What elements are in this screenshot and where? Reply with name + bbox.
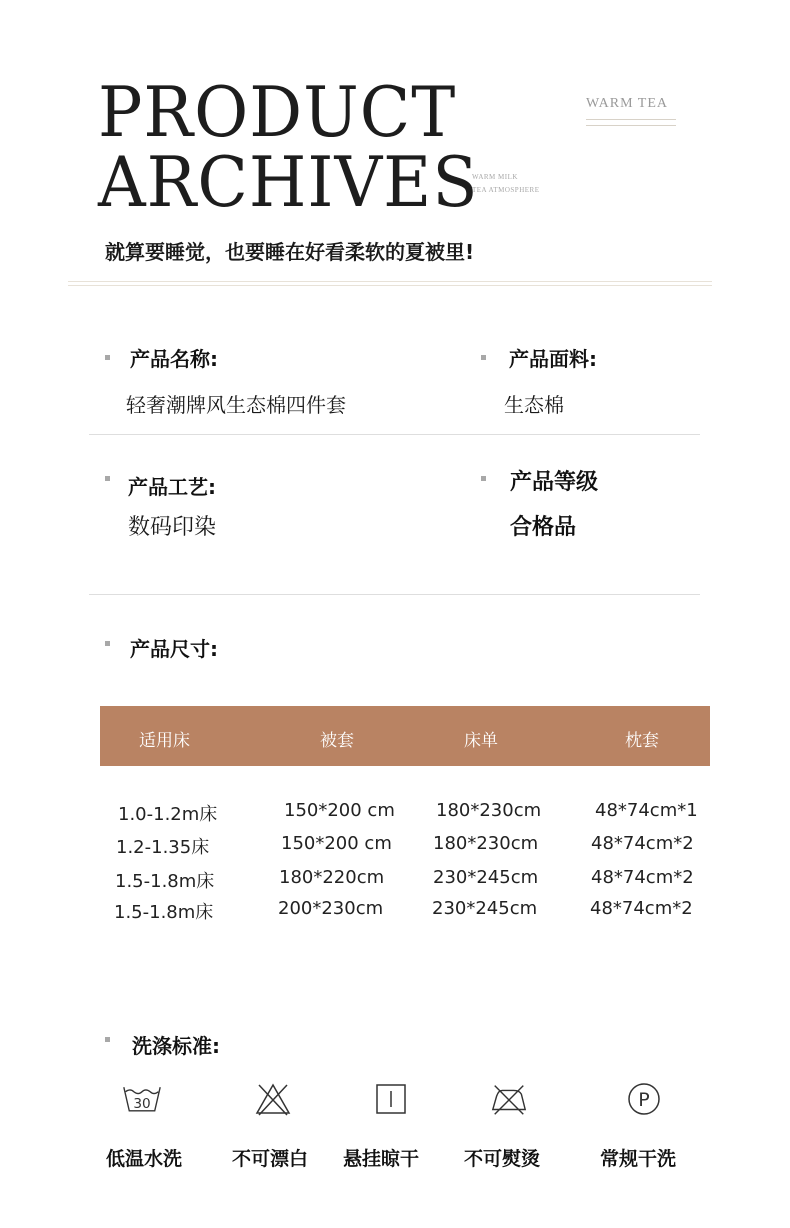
warm-tea-badge: WARM TEA	[586, 96, 669, 111]
bullet-icon	[105, 476, 110, 481]
care-item-label: 低温水洗	[106, 1148, 183, 1170]
care-item-label: 常规干洗	[600, 1148, 677, 1170]
care-label-heading: 洗涤标准:	[132, 1034, 220, 1058]
col-header-duvet: 被套	[320, 731, 354, 751]
care-item-label: 不可熨烫	[464, 1148, 541, 1170]
tagline: 就算要睡觉，也要睡在好看柔软的夏被里!	[105, 240, 475, 264]
product-name-label: 产品名称:	[130, 347, 218, 371]
bullet-icon	[105, 641, 110, 646]
table-cell: 230*245cm	[433, 867, 539, 888]
dry-clean-p-icon	[624, 1079, 664, 1119]
badge-underline-2	[586, 125, 676, 126]
table-cell: 180*220cm	[279, 867, 385, 888]
table-cell: 180*230cm	[436, 800, 542, 821]
grade-label: 产品等级	[510, 470, 599, 495]
badge-underline	[586, 119, 676, 120]
table-cell: 48*74cm*2	[590, 898, 693, 919]
bullet-icon	[105, 355, 110, 360]
table-cell: 48*74cm*1	[595, 800, 698, 821]
size-label: 产品尺寸:	[130, 637, 218, 661]
table-cell: 1.5-1.8m床	[114, 902, 214, 923]
craft-label: 产品工艺:	[128, 475, 216, 499]
table-cell: 150*200 cm	[284, 800, 395, 821]
svg-text:30: 30	[133, 1096, 151, 1113]
table-cell: 180*230cm	[433, 833, 539, 854]
no-bleach-icon	[253, 1079, 293, 1119]
title-line-2: ARCHIVES	[98, 142, 479, 223]
col-header-sheet: 床单	[464, 731, 498, 751]
svg-text:P: P	[638, 1089, 650, 1111]
section-divider	[89, 594, 700, 595]
fabric-value: 生态棉	[504, 393, 564, 417]
table-cell: 230*245cm	[432, 898, 538, 919]
small-caption-2: TEA ATMOSPHERE	[472, 186, 540, 194]
table-cell: 1.0-1.2m床	[118, 804, 218, 825]
care-item-label: 悬挂晾干	[343, 1148, 420, 1170]
title-line-1: PRODUCT	[98, 72, 457, 153]
table-cell: 1.5-1.8m床	[115, 871, 215, 892]
care-item-label: 不可漂白	[232, 1148, 309, 1170]
table-cell: 48*74cm*2	[591, 833, 694, 854]
small-caption-1: WARM MILK	[472, 173, 518, 181]
size-table-header	[100, 706, 710, 766]
bullet-icon	[481, 476, 486, 481]
grade-value: 合格品	[510, 515, 577, 540]
table-cell: 200*230cm	[278, 898, 384, 919]
col-header-bed: 适用床	[139, 731, 190, 751]
table-cell: 48*74cm*2	[591, 867, 694, 888]
product-name-value: 轻奢潮牌风生态棉四件套	[126, 393, 346, 417]
header-divider	[68, 281, 712, 286]
wash-30-icon	[122, 1079, 162, 1119]
no-iron-icon	[489, 1079, 529, 1119]
hang-dry-icon	[371, 1079, 411, 1119]
bullet-icon	[105, 1037, 110, 1042]
section-divider	[89, 434, 700, 435]
fabric-label: 产品面料:	[509, 347, 597, 371]
craft-value: 数码印染	[128, 515, 217, 540]
bullet-icon	[481, 355, 486, 360]
table-cell: 1.2-1.35床	[116, 837, 210, 858]
col-header-pillowcase: 枕套	[625, 731, 659, 751]
table-cell: 150*200 cm	[281, 833, 392, 854]
